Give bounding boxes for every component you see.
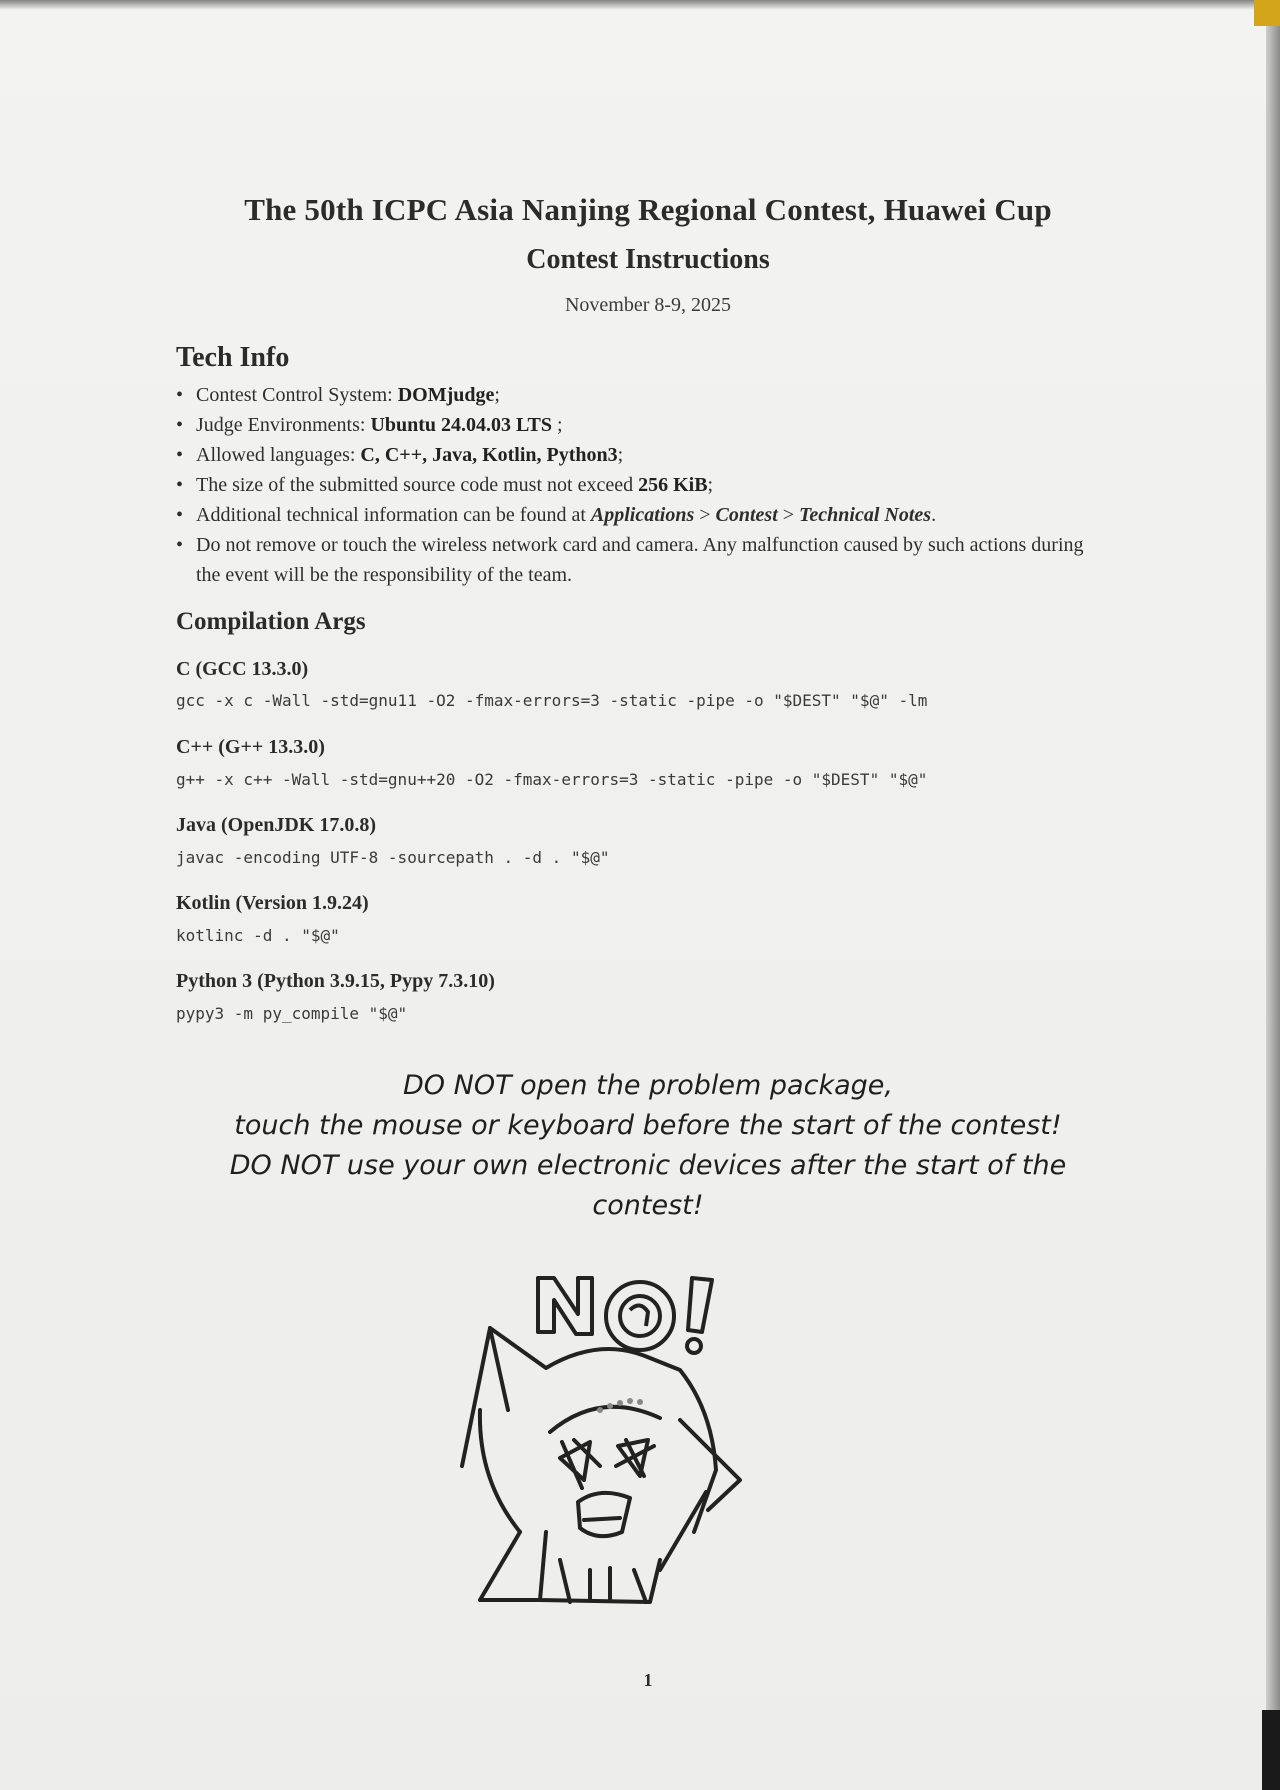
item-label: The size of the submitted source code must not exceed [196,474,639,496]
compile-command-python: pypy3 -m py_compile "$@" [176,1004,408,1023]
item-suffix: ; [494,384,500,406]
item-suffix: ; [552,414,563,436]
list-item [176,440,1106,470]
item-label: Additional technical information can be found at [196,504,591,526]
background-object-bottom [1262,1710,1280,1790]
compile-command-c: gcc -x c -Wall -std=gnu11 -O2 -fmax-errors=3 -static -pipe -o "$DEST" "$@" -lm [176,691,928,710]
item-value: Ubuntu 24.04.03 LTS [370,414,552,436]
warning-line: contest! [592,1190,704,1221]
warning-line: DO NOT use your own electronic devices after the start of the [229,1150,1067,1181]
page-number: 1 [643,1670,653,1690]
language-name-python: Python 3 (Python 3.9.15, Pypy 7.3.10) [176,970,495,992]
document-date: November 8-9, 2025 [564,294,732,316]
background-object-corner [1254,0,1280,26]
item-value: DOMjudge [397,384,495,406]
page-top-shadow [0,0,1266,10]
item-suffix: ; [707,474,714,496]
menu-path-applications: Applications [590,504,695,526]
item-label: Allowed languages: [196,444,361,466]
language-name-kotlin: Kotlin (Version 1.9.24) [176,892,369,914]
document-subtitle: Contest Instructions [526,244,770,275]
no-lettering-icon [538,1278,712,1353]
compilation-heading: Compilation Args [176,608,366,635]
compile-command-kotlin: kotlinc -d . "$@" [176,926,340,945]
language-name-cpp: C++ (G++ 13.3.0) [176,736,325,758]
item-text: Do not remove or touch the wireless network card and camera. Any malfunction caused by such actions during the event will be the responsibility of the team. [196,534,1084,586]
path-separator: > [777,504,800,526]
paper-edge-shadow [1266,0,1280,1790]
item-value: C, C++, Java, Kotlin, Python3 [360,444,618,466]
list-item [176,380,1106,410]
menu-path-technical-notes: Technical Notes [799,504,932,526]
item-label: Judge Environments: [196,414,371,436]
document-title: The 50th ICPC Asia Nanjing Regional Contest, Huawei Cup [244,192,1052,227]
list-item [176,410,1106,440]
language-name-java: Java (OpenJDK 17.0.8) [176,814,376,836]
cat-girl-no-drawing [450,1270,840,1640]
list-item [176,470,1106,500]
list-item [176,530,1106,590]
item-suffix: ; [617,444,624,466]
character-outline-icon [462,1328,740,1602]
compile-command-cpp: g++ -x c++ -Wall -std=gnu++20 -O2 -fmax-errors=3 -static -pipe -o "$DEST" "$@" [176,770,928,789]
language-name-c: C (GCC 13.3.0) [176,658,309,680]
warning-line: DO NOT open the problem package, [403,1070,893,1101]
tech-info-list [176,380,1106,590]
warning-block [0,1066,1266,1226]
list-item [176,500,1106,530]
tech-info-heading: Tech Info [176,342,290,373]
compile-command-java: javac -encoding UTF-8 -sourcepath . -d . "$@" [176,848,610,867]
item-suffix: . [931,504,937,526]
menu-path-contest: Contest [715,504,778,526]
path-separator: > [694,504,716,526]
warning-line: touch the mouse or keyboard before the start of the contest! [234,1110,1062,1141]
item-label: Contest Control System: [196,384,398,406]
item-value: 256 KiB [638,474,708,496]
